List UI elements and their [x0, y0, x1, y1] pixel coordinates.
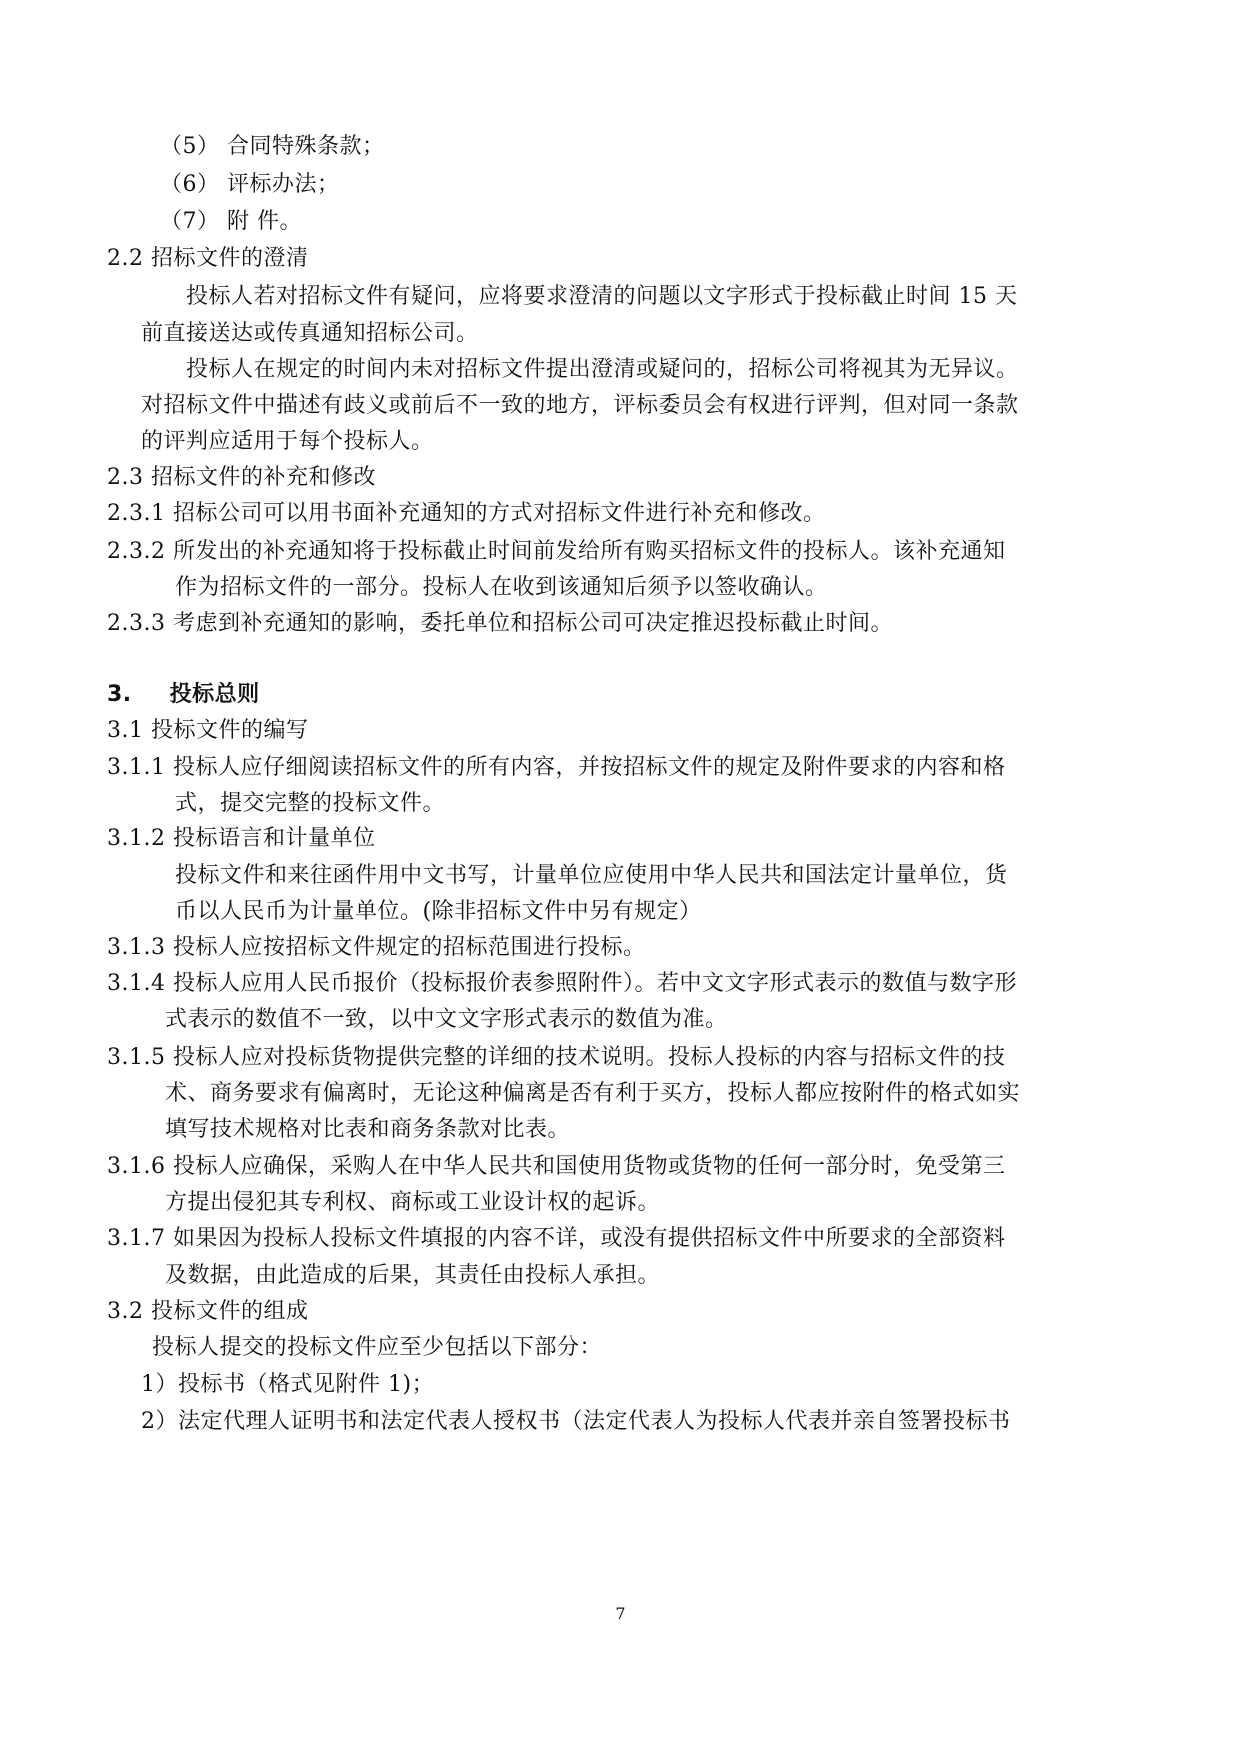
paragraph-line: 填写技术规格对比表和商务条款对比表。: [165, 1117, 571, 1142]
paragraph-line: 作为招标文件的一部分。投标人在收到该通知后须予以签收确认。: [175, 575, 828, 600]
paragraph-line: 投标文件和来往函件用中文书写，计量单位应使用中华人民共和国法定计量单位，货: [175, 863, 1008, 888]
list-item-6: （6） 评标办法；: [160, 172, 340, 197]
paragraph-line: 前直接送达或传真通知招标公司。: [141, 321, 479, 346]
clause-2-3-3: 2.3.3 考虑到补充通知的影响，委托单位和招标公司可决定推迟投标截止时间。: [107, 611, 893, 636]
section-heading-3-2: 3.2 投标文件的组成: [107, 1299, 309, 1324]
paragraph-line: 式，提交完整的投标文件。: [175, 791, 446, 816]
section-heading-2-2: 2.2 招标文件的澄清: [107, 246, 309, 271]
section-heading-3-1: 3.1 投标文件的编写: [107, 718, 309, 743]
page-number: 7: [615, 1604, 626, 1623]
section-title: 投标总则: [169, 682, 260, 707]
clause-3-1-1: 3.1.1 投标人应仔细阅读招标文件的所有内容，并按招标文件的规定及附件要求的内容和格: [107, 755, 1006, 780]
paragraph-line: 术、商务要求有偏离时，无论这种偏离是否有利于买方，投标人都应按附件的格式如实: [165, 1081, 1021, 1106]
paragraph-line: 投标人在规定的时间内未对招标文件提出澄清或疑问的，招标公司将视其为无异议。: [186, 357, 1019, 382]
clause-2-3-2: 2.3.2 所发出的补充通知将于投标截止时间前发给所有购买招标文件的投标人。该补充通知: [107, 539, 1006, 564]
clause-3-1-7: 3.1.7 如果因为投标人投标文件填报的内容不详，或没有提供招标文件中所要求的全部资料: [107, 1226, 1006, 1251]
paragraph-line: 币以人民币为计量单位。(除非招标文件中另有规定）: [175, 899, 702, 924]
paragraph-line: 方提出侵犯其专利权、商标或工业设计权的起诉。: [165, 1190, 661, 1215]
clause-3-1-5: 3.1.5 投标人应对投标货物提供完整的详细的技术说明。投标人投标的内容与招标文件的技: [107, 1045, 1006, 1070]
paragraph-line: 及数据，由此造成的后果，其责任由投标人承担。: [165, 1263, 661, 1288]
clause-3-1-6: 3.1.6 投标人应确保，采购人在中华人民共和国使用货物或货物的任何一部分时，免受第三: [107, 1154, 1006, 1179]
paragraph-line: 投标人提交的投标文件应至少包括以下部分：: [152, 1335, 603, 1360]
clause-3-1-4: 3.1.4 投标人应用人民币报价（投标报价表参照附件）。若中文文字形式表示的数值与数字形: [107, 971, 1017, 996]
section-heading-3: [107, 680, 260, 710]
clause-3-1-3: 3.1.3 投标人应按招标文件规定的招标范围进行投标。: [107, 935, 646, 960]
paragraph-line: 的评判应适用于每个投标人。: [141, 429, 434, 454]
clause-2-3-1: 2.3.1 招标公司可以用书面补充通知的方式对招标文件进行补充和修改。: [107, 501, 826, 526]
section-number: 3.: [107, 682, 132, 707]
paragraph-line: 对招标文件中描述有歧义或前后不一致的地方，评标委员会有权进行评判，但对同一条款: [141, 393, 1019, 418]
section-heading-2-3: 2.3 招标文件的补充和修改: [107, 465, 376, 490]
clause-3-1-2: 3.1.2 投标语言和计量单位: [107, 826, 376, 851]
list-item-5: （5） 合同特殊条款；: [160, 134, 385, 159]
paragraph-line: 式表示的数值不一致，以中文文字形式表示的数值为准。: [165, 1007, 728, 1032]
list-item-2: 2）法定代理人证明书和法定代表人授权书（法定代表人为投标人代表并亲自签署投标书: [141, 1409, 1011, 1434]
list-item-7: （7） 附 件。: [160, 209, 302, 234]
paragraph-line: 投标人若对招标文件有疑问，应将要求澄清的问题以文字形式于投标截止时间 15 天: [186, 284, 1018, 309]
list-item-1: 1）投标书（格式见附件 1)；: [141, 1372, 435, 1397]
